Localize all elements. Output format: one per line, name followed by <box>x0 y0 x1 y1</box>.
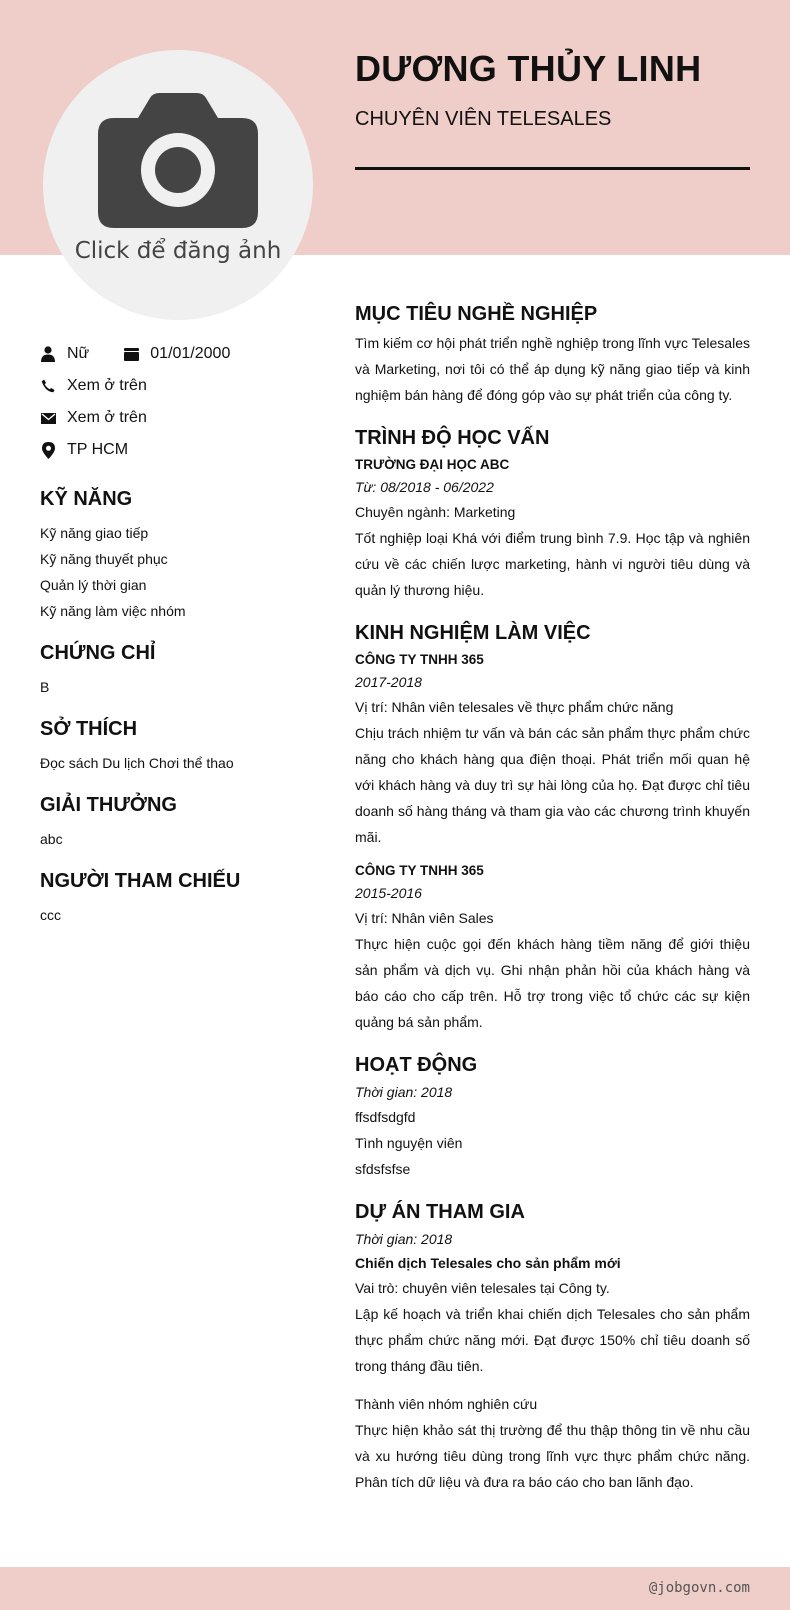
job-title: CHUYÊN VIÊN TELESALES <box>355 108 612 130</box>
company-name: CÔNG TY TNHH 365 <box>355 652 484 667</box>
skill-item: Kỹ năng thuyết phục <box>40 551 168 567</box>
birthday-item <box>123 345 230 363</box>
contact-row-email <box>40 402 330 434</box>
hobbies-section <box>40 718 330 776</box>
objective-text: Tìm kiếm cơ hội phát triển nghề nghiệp trong lĩnh vực Telesales và Marketing, nơi tôi có thể áp dụng kỹ năng giao tiếp và kinh nghiệm bán hàng để đóng góp vào sự phát triển của công ty. <box>355 335 750 403</box>
experience-section <box>355 617 750 1035</box>
hobbies-text: Đọc sách Du lịch Chơi thể thao <box>40 755 234 771</box>
project-extra-description: Thực hiện khảo sát thị trường để thu thập thông tin về nhu cầu và xu hướng tiêu dùng trong lĩnh vực thực phẩm chức năng. Phân tích dữ liệu và đưa ra báo cáo cho ban lãnh đạo. <box>355 1422 750 1490</box>
education-period: Từ: 08/2018 - 06/2022 <box>355 479 494 495</box>
skills-section <box>40 488 330 624</box>
activity-line: Tình nguyện viên <box>355 1135 463 1151</box>
awards-section <box>40 794 330 852</box>
job-entry <box>355 649 750 850</box>
activity-line: ffsdfsdgfd <box>355 1109 416 1125</box>
projects-section <box>355 1196 750 1495</box>
project-extra-role: Thành viên nhóm nghiên cứu <box>355 1396 538 1412</box>
address-value: TP HCM <box>67 441 129 458</box>
skill-item: Kỹ năng làm việc nhóm <box>40 603 186 619</box>
gender-value: Nữ <box>67 345 90 362</box>
projects-title: DỰ ÁN THAM GIA <box>355 1201 525 1223</box>
birthday-value: 01/01/2000 <box>150 345 231 362</box>
references-title: NGƯỜI THAM CHIẾU <box>40 870 241 892</box>
certificates-section <box>40 642 330 700</box>
calendar-icon <box>123 346 139 362</box>
phone-icon <box>40 378 56 394</box>
candidate-name: DƯƠNG THỦY LINH <box>355 48 702 89</box>
mail-icon <box>40 410 56 426</box>
certificates-title: CHỨNG CHỈ <box>40 642 156 664</box>
contact-row-address <box>40 434 330 466</box>
references-section <box>40 870 330 928</box>
photo-upload-label: Click để đăng ảnh <box>74 238 282 264</box>
phone-value: Xem ở trên <box>67 377 147 394</box>
education-title: TRÌNH ĐỘ HỌC VẤN <box>355 427 550 449</box>
skills-title: KỸ NĂNG <box>40 488 133 510</box>
job-position: Vị trí: Nhân viên Sales <box>355 910 494 926</box>
camera-icon <box>98 90 258 230</box>
job-description: Chịu trách nhiệm tư vấn và bán các sản phẩm thực phẩm chức năng cho khách hàng qua điện thoại. Phát triển mối quan hệ với khách hàng và duy trì sự hài lòng của họ. Đạt được chỉ tiêu doanh số hàng tháng và tham gia vào các chương trình khuyến mãi. <box>355 725 750 845</box>
company-name: CÔNG TY TNHH 365 <box>355 863 484 878</box>
project-period: Thời gian: 2018 <box>355 1231 453 1247</box>
awards-text: abc <box>40 831 63 847</box>
skill-item: Quản lý thời gian <box>40 577 147 593</box>
contact-row-phone <box>40 370 330 402</box>
job-entry <box>355 860 750 1035</box>
education-major: Chuyên ngành: Marketing <box>355 504 516 520</box>
contact-row-gender-birthday <box>40 338 330 370</box>
education-description: Tốt nghiệp loại Khá với điểm trung bình 7.9. Học tập và nghiên cứu về các chiến lược marketing, hành vi người tiêu dùng và quản lý thương hiệu. <box>355 530 750 598</box>
skill-item: Kỹ năng giao tiếp <box>40 525 149 541</box>
title-divider <box>355 167 750 170</box>
activities-section <box>355 1049 750 1182</box>
certificate-item: B <box>40 679 50 695</box>
activity-line: sfdsfsfse <box>355 1161 411 1177</box>
footer-watermark: @jobgovn.com <box>648 1580 750 1596</box>
left-column <box>40 338 330 928</box>
right-column <box>355 298 750 1509</box>
hobbies-title: SỞ THÍCH <box>40 718 138 740</box>
person-icon <box>40 346 56 362</box>
email-value: Xem ở trên <box>67 409 147 426</box>
school-name: TRƯỜNG ĐẠI HỌC ABC <box>355 457 510 472</box>
awards-title: GIẢI THƯỞNG <box>40 794 177 816</box>
gender-item <box>40 345 89 363</box>
objective-title: MỤC TIÊU NGHỀ NGHIỆP <box>355 303 598 325</box>
job-position: Vị trí: Nhân viên telesales về thực phẩm chức năng <box>355 699 674 715</box>
activities-period: Thời gian: 2018 <box>355 1084 453 1100</box>
objective-section <box>355 298 750 408</box>
location-pin-icon <box>40 442 56 458</box>
project-name: Chiến dịch Telesales cho sản phẩm mới <box>355 1255 621 1271</box>
education-section <box>355 422 750 603</box>
activities-title: HOẠT ĐỘNG <box>355 1054 478 1076</box>
project-role: Vai trò: chuyên viên telesales tại Công ty. <box>355 1280 610 1296</box>
photo-upload[interactable] <box>43 50 313 320</box>
project-description: Lập kế hoạch và triển khai chiến dịch Telesales cho sản phẩm thực phẩm chức năng mới. Đạt được 150% chỉ tiêu doanh số trong tháng đầu tiên. <box>355 1306 750 1374</box>
job-period: 2015-2016 <box>355 885 422 901</box>
job-description: Thực hiện cuộc gọi đến khách hàng tiềm năng để giới thiệu sản phẩm và dịch vụ. Ghi nhận phản hồi của khách hàng và báo cáo cho cấp trên. Hỗ trợ trong việc tổ chức các sự kiện quảng bá sản phẩm. <box>355 936 750 1030</box>
job-period: 2017-2018 <box>355 674 422 690</box>
experience-title: KINH NGHIỆM LÀM VIỆC <box>355 622 591 644</box>
references-text: ccc <box>40 907 61 923</box>
